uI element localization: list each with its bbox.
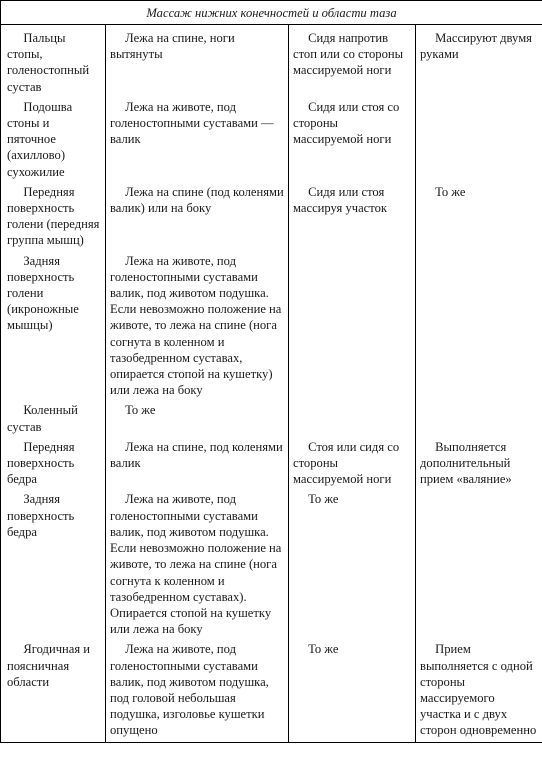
cell-patient-position: Лежа на спине, ноги вытянуты <box>106 25 289 98</box>
cell-patient-position: Лежа на животе, под голеностопными суставами валик, под животом подушка. Если невозможно положение на животе, то лежа на спине (нога согнута в коленном и тазобедренном суставах, опирается стопой на кушетку) или лежа на боку <box>106 252 289 402</box>
cell-patient-position: Лежа на животе, под голеностопными суставами — валик <box>106 98 289 183</box>
cell-note <box>416 252 542 402</box>
table-row <box>1 25 542 98</box>
cell-masseur-position: Сидя или стоя массируя участок <box>289 183 416 252</box>
cell-note <box>416 98 542 183</box>
cell-area: Задняя поверхность бедра <box>1 490 106 640</box>
cell-masseur-position: Сидя напротив стоп или со стороны массируемой ноги <box>289 25 416 98</box>
cell-area: Передняя поверхность бедра <box>1 438 106 491</box>
table-row <box>1 183 542 252</box>
table-caption: Массаж нижних конечностей и области таза <box>1 1 542 25</box>
cell-patient-position: Лежа на животе, под голеностопными суставами валик, под животом подушка, под головой небольшая подушка, изголовье кушетки опущено <box>106 640 289 742</box>
cell-masseur-position: Стоя или сидя со стороны массируемой ноги <box>289 438 416 491</box>
table-row <box>1 490 542 640</box>
cell-patient-position: Лежа на спине (под коленями валик) или на боку <box>106 183 289 252</box>
cell-masseur-position <box>289 252 416 402</box>
cell-patient-position: Лежа на спине, под коленями валик <box>106 438 289 491</box>
table-row <box>1 98 542 183</box>
cell-area: Подошва стоны и пяточное (ахиллово) сухожилие <box>1 98 106 183</box>
cell-note: Выполняется дополнительный прием «валяние» <box>416 438 542 491</box>
cell-masseur-position: То же <box>289 490 416 640</box>
cell-area: Пальцы стопы, голеностопный сустав <box>1 25 106 98</box>
cell-note: Массируют двумя руками <box>416 25 542 98</box>
cell-note <box>416 401 542 437</box>
cell-masseur-position: Сидя или стоя со стороны массируемой ноги <box>289 98 416 183</box>
table-row <box>1 401 542 437</box>
cell-note: То же <box>416 183 542 252</box>
cell-area: Задняя поверхность голени (икроножные мышцы) <box>1 252 106 402</box>
cell-area: Передняя поверхность голени (передняя группа мышц) <box>1 183 106 252</box>
cell-area: Ягодичная и поясничная области <box>1 640 106 742</box>
cell-note <box>416 490 542 640</box>
table-row <box>1 438 542 491</box>
cell-patient-position: То же <box>106 401 289 437</box>
table-caption-row <box>1 1 542 25</box>
table-row <box>1 640 542 742</box>
cell-area: Коленный сустав <box>1 401 106 437</box>
cell-note: Прием выполняется с одной стороны массируемого участка и с двух сторон одновременно <box>416 640 542 742</box>
cell-masseur-position: То же <box>289 640 416 742</box>
cell-patient-position: Лежа на животе, под голеностопными суставами валик, под животом подушка. Если невозможно положение на животе, то лежа на спине (нога согнута к коленном и тазобедренном суставах). Опирается стопой на кушетку или лежа на боку <box>106 490 289 640</box>
table-row <box>1 252 542 402</box>
cell-masseur-position <box>289 401 416 437</box>
